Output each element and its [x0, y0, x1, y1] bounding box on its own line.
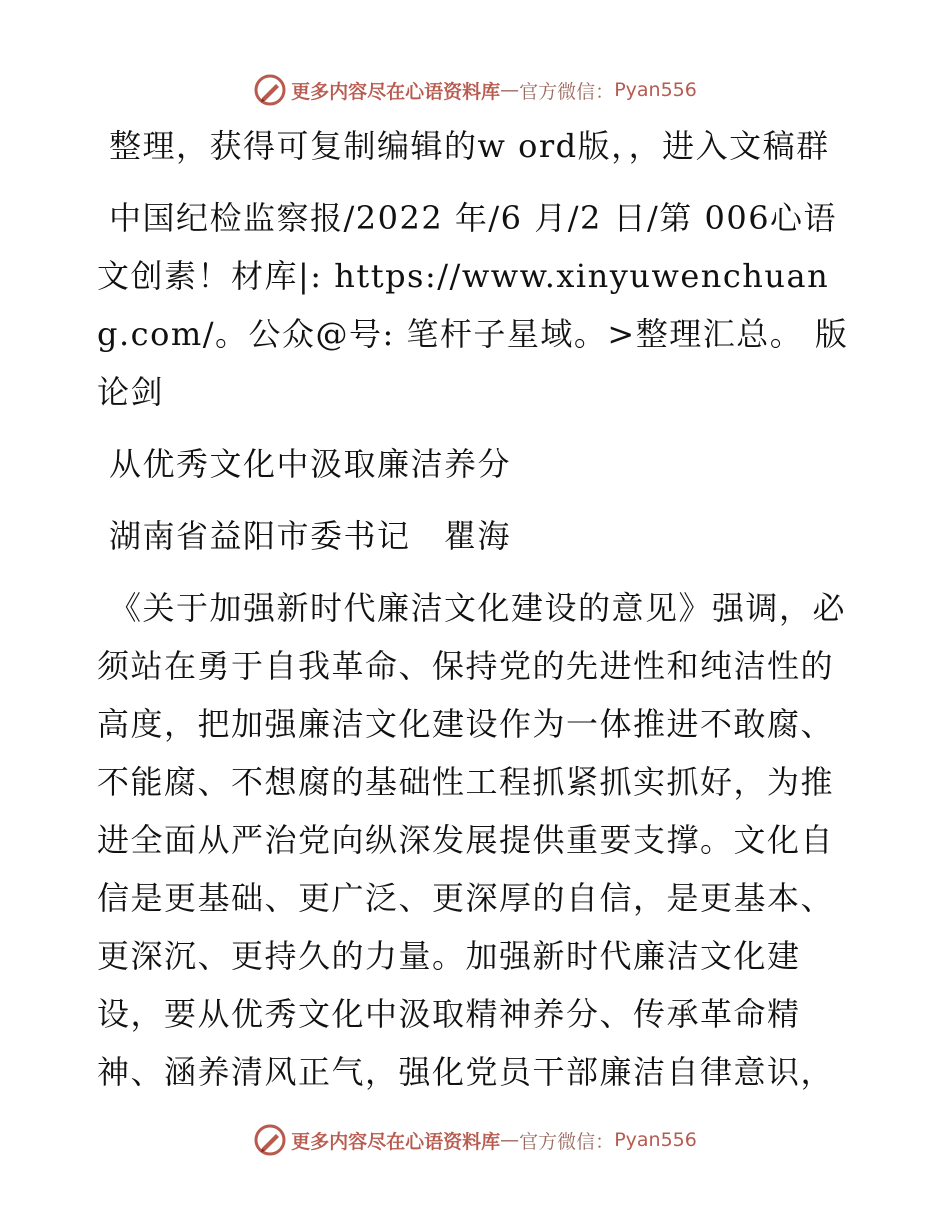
document-body: [97, 117, 857, 1115]
watermark-sub-text: 官方微信：: [519, 80, 615, 103]
article-author: 湖南省益阳市委书记 瞿海: [109, 517, 512, 555]
pen-logo-icon: [253, 73, 287, 107]
pen-logo-icon: [253, 1123, 287, 1157]
watermark-dash: —: [500, 79, 520, 101]
watermark-main-text: 更多内容尽在心语资料库: [291, 80, 501, 103]
source-line: 中国纪检监察报/2022 年/6 月/2 日/第 006心语文创素！材库|: https://www.xinyuwenchuang.com/。公众@号: 笔杆子星域。>整理汇总。 版论剑: [97, 199, 849, 411]
header-watermark: [0, 70, 950, 110]
watermark-main-text: 更多内容尽在心语资料库: [291, 1130, 501, 1153]
article-title: 从优秀文化中汲取廉洁养分: [109, 445, 512, 483]
footer-watermark: [0, 1120, 950, 1160]
article-paragraph: 《关于加强新时代廉洁文化建设的意见》强调，必须站在勇于自我革命、保持党的先进性和纯洁性的高度，把加强廉洁文化建设作为一体推进不敢腐、不能腐、不想腐的基础性工程抓紧抓实抓好，为推进全面从严治党向纵深发展提供重要支撑。文化自信是更基础、更广泛、更深厚的自信，是更基本、更深沉、更持久的力量。加强新时代廉洁文化建设，要从优秀文化中汲取精神养分、传承革命精神、涵养清风正气，强化党员干部廉洁自律意识，: [97, 589, 847, 1091]
watermark-wechat-id: Pyan556: [614, 1129, 697, 1151]
watermark-dash: —: [500, 1129, 520, 1151]
intro-line: 整理，获得可复制编辑的w ord版，，进入文稿群: [109, 127, 830, 165]
watermark-wechat-id: Pyan556: [614, 79, 697, 101]
watermark-sub-text: 官方微信：: [519, 1130, 615, 1153]
